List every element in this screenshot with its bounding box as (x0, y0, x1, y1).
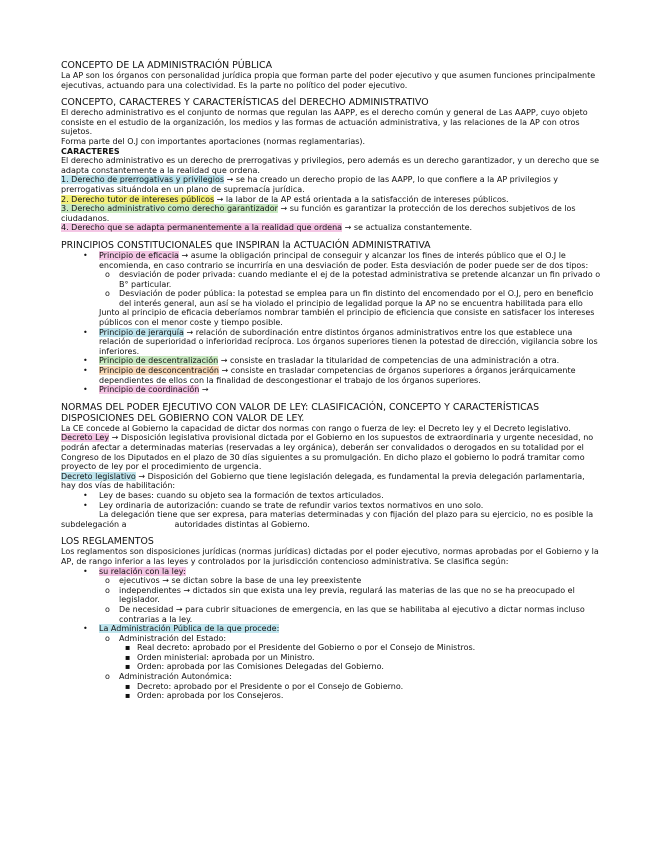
list-item: • Principio de desconcentración → consiste en trasladar competencias de órganos superiores a órganos jerárquicamente dependientes de ellos con la finalidad de descongestionar el trabajo de los órganos superiores. (83, 366, 576, 385)
list-item: 1. Derecho de prerrogativas y privilegios → se ha creado un derecho propio de las AAPP, lo que confiere a la AP privilegios y prerrogativas situándola en un plano de supremacía jurídica. (61, 175, 559, 194)
list-item: ▪ Decreto: aprobado por el Presidente o por el Consejo de Gobierno. (125, 681, 404, 691)
paragraph: La delegación tiene que ser expresa, para materias determinadas y con fijación del plazo para su ejercicio, no es posible la subdelegación a autoridades distintas al Gobierno. (61, 510, 594, 529)
list-item: ▪ Real decreto: aprobado por el Presidente del Gobierno o por el Consejo de Ministros. (125, 643, 476, 653)
highlight: Decreto Ley (61, 433, 110, 443)
list-item: o independientes → dictados sin que exista una ley previa, regulará las materias de las que no se ha preocupado el legislador. (105, 585, 575, 605)
highlight: 2. Derecho tutor de intereses públicos (61, 194, 215, 204)
document-page (61, 60, 601, 701)
caracteres-label: CARACTERES (61, 146, 120, 156)
paragraph: Los reglamentos son disposiciones jurídicas (normas jurídicas) dictadas por el poder ejecutivo, normas aprobadas por el Gobierno y la AP, de rango inferior a las leyes y controlados por la jurisdicción contencioso administrativa. Se clasifica según: (61, 547, 599, 566)
list-item: ▪ Orden: aprobada por las Comisiones Delegadas del Gobierno. (125, 662, 384, 672)
highlight: La Administración Pública de la que procede: (99, 624, 280, 634)
highlight: 1. Derecho de prerrogativas y privilegios (61, 175, 225, 185)
term: De necesidad (119, 604, 174, 614)
list-item: o Administración del Estado: (105, 633, 227, 643)
list-item: 3. Derecho administrativo como derecho garantizador → su función es garantizar la protección de los derechos subjetivos de los ciudadanos. (61, 204, 576, 223)
section-heading: PRINCIPIOS CONSTITUCIONALES que INSPIRAN la ACTUACIÓN ADMINISTRATIVA (61, 239, 431, 251)
term: Ley de bases (99, 490, 152, 500)
highlight: su relación con la ley: (99, 566, 186, 576)
section-heading: NORMAS DEL PODER EJECUTIVO CON VALOR DE LEY: CLASIFICACIÓN, CONCEPTO Y CARACTERÍSTICAS (61, 401, 540, 413)
highlight: 4. Derecho que se adapta permanentemente a la realidad que ordena (61, 223, 343, 233)
section-heading: DISPOSICIONES DEL GOBIERNO CON VALOR DE LEY. (61, 412, 305, 424)
term: Desviación de poder pública (119, 289, 233, 299)
list-item: o desviación de poder privada: cuando mediante el ej de la potestad administrativa se pretende alcanzar un fin privado o B° particular. (105, 270, 601, 289)
section-heading: LOS REGLAMENTOS (61, 536, 154, 548)
paragraph: Decreto Ley → Disposición legislativa provisional dictada por el Gobierno en los supuestos de extraordinaria y urgente necesidad, no podrán afectar a determinadas materias (reservadas a ley orgánica), deberán ser convalidados o derogados en su totalidad por el Congreso de los Diputados en el plazo de 30 días siguientes a su promulgación. En dicho plazo el gobierno lo podrá tramitar como proyecto de ley por el procedimiento de urgencia. (61, 433, 594, 472)
list-item: • Principio de descentralización → consiste en trasladar la titularidad de competencias de una administración a otra. (83, 356, 560, 366)
paragraph: Forma parte del O.J con importantes aportaciones (normas reglamentarias). (61, 136, 366, 146)
highlight: 3. Derecho administrativo como derecho garantizador (61, 204, 278, 214)
list-item: o De necesidad → para cubrir situaciones de emergencia, en las que se habilitaba al ejecutivo a dictar normas incluso contrarias a la ley. (105, 604, 585, 624)
paragraph: Decreto legislativo → Disposición del Gobierno que tiene legislación delegada, es fundamental la previa delegación parlamentaria, hay dos vías de habilitación: (61, 471, 585, 491)
highlight: Principio de desconcentración (99, 366, 220, 376)
list-item: ▪ Orden: aprobada por los Consejeros. (125, 691, 284, 701)
highlight: Principio de coordinación (99, 385, 200, 395)
list-item: • Principio de eficacia → asume la obligación principal de conseguir y alcanzar los fines de interés público que el O.J le encomienda, en caso contrario se incurriría en una desviación de poder. Esta desviación de poder puede ser de dos tipos: (83, 250, 589, 270)
highlight: Decreto legislativo (61, 471, 136, 481)
term: Ley ordinaria de autorización (99, 500, 216, 510)
list-item: • Principio de jerarquía → relación de subordinación entre distintos órganos administrativos entre los que establece una relación de superioridad o inferioridad recíproca. Los órganos superiores tienen la potestad de dirección, vigilancia sobre los inferiores. (83, 327, 598, 356)
term: independientes (119, 585, 181, 595)
list-item: 2. Derecho tutor de intereses públicos → la labor de la AP está orientada a la satisfacción de intereses públicos. (61, 194, 509, 204)
term: desviación de poder privada (119, 270, 233, 280)
list-item: o ejecutivos → se dictan sobre la base de una ley preexistente (105, 576, 362, 586)
highlight: Principio de jerarquía (99, 327, 184, 337)
list-item: 4. Derecho que se adapta permanentemente a la realidad que ordena → se actualiza constantemente. (61, 223, 473, 233)
list-item: o Administración Autonómica: (105, 672, 232, 682)
paragraph: Junto al principio de eficacia deberíamos nombrar también el principio de eficiencia que consiste en satisfacer los intereses públicos con el menor coste y tiempo posible. (99, 308, 595, 328)
list-item: ▪ Orden ministerial: aprobada por un Ministro. (125, 652, 315, 662)
section-heading: CONCEPTO DE LA ADMINISTRACIÓN PÚBLICA (61, 60, 273, 71)
list-item: • Ley de bases: cuando su objeto sea la formación de textos articulados. (83, 490, 384, 500)
paragraph: La AP son los órganos con personalidad jurídica propia que forman parte del poder ejecutivo y que asumen funciones principalmente ejecutivas, actuando para una colectividad. Es la parte no político del poder ejecutivo. (61, 71, 596, 90)
section-heading: CONCEPTO, CARACTERES Y CARACTERÍSTICAS del DERECHO ADMINISTRATIVO (61, 97, 429, 109)
highlight: Principio de eficacia (99, 250, 179, 260)
list-item: • La Administración Pública de la que procede: (83, 624, 280, 634)
list-item: o Desviación de poder pública: la potestad se emplea para un fin distinto del encomendado por el O.J, pero en beneficio del interés general, aun así se ha violado el principio de legalidad porque la AP no se encuentra habilitada para ello (105, 289, 594, 308)
list-item: • Ley ordinaria de autorización: cuando se trate de refundir varios textos normativos en uno solo. (83, 500, 484, 510)
list-item: • su relación con la ley: (83, 566, 186, 576)
term: ejecutivos (119, 576, 160, 586)
paragraph: El derecho administrativo es el conjunto de normas que regulan las AAPP, es el derecho común y general de Las AAPP, cuyo objeto consiste en el estudio de la organización, los medios y las formas de actuación administrativa, y las relaciones de la AP con otros sujetos. (61, 108, 588, 137)
list-item: • Principio de coordinación → (83, 385, 209, 395)
paragraph: El derecho administrativo es un derecho de prerrogativas y privilegios, pero además es un derecho garantizador, y un derecho que se adapta constantemente a la realidad que ordena. (61, 156, 600, 175)
highlight: Principio de descentralización (99, 356, 219, 366)
paragraph: La CE concede al Gobierno la capacidad de dictar dos normas con rango o fuerza de ley: el Decreto ley y el Decreto legislativo. (61, 423, 571, 433)
